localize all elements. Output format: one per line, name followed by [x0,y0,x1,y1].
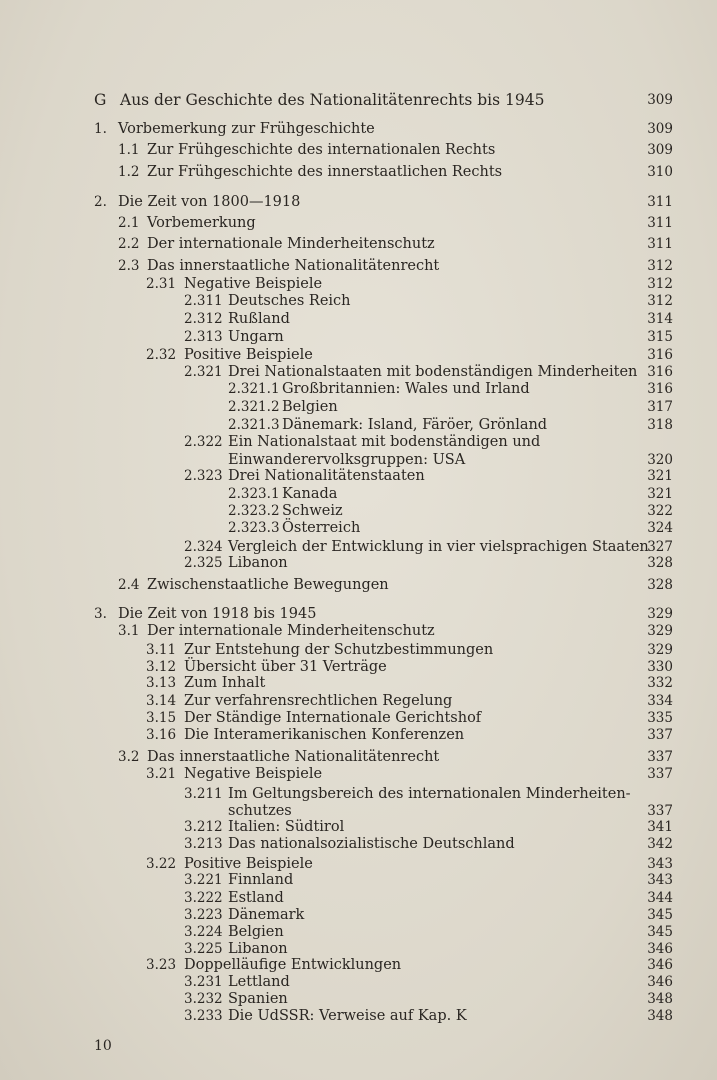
toc-entry [0,673,717,693]
toc-entry-title: Dänemark: Island, Färöer, Grönland [282,417,548,433]
toc-entry-number: 1.2 [118,164,140,180]
toc-entry-title: Zum Inhalt [184,675,266,691]
toc-entry-title: Die UdSSR: Verweise auf Kap. K [228,1008,467,1024]
chapter-letter: G [94,91,107,109]
toc-entry-number: 3.13 [146,675,177,691]
toc-entry-number: 2.2 [118,236,140,252]
toc-entry-number: 3.211 [184,786,223,802]
toc-entry [0,575,717,595]
toc-entry-title: Zur Entstehung der Schutzbestimmungen [184,642,494,658]
toc-entry-title: Der internationale Minderheitenschutz [147,623,435,639]
toc-entry-number: 2.321 [184,364,223,380]
toc-entry-title: Italien: Südtirol [228,819,345,835]
toc-entry-title: Ein Nationalstaat mit bodenständigen und [228,434,541,450]
toc-entry-number: 2.324 [184,539,223,555]
toc-entry-page: 332 [647,675,673,691]
toc-entry-number: 3.224 [184,924,223,940]
toc-entry-title: Rußland [228,311,290,327]
toc-entry-number: 1. [94,121,107,137]
toc-entry-number: 3.14 [146,693,177,709]
toc-entry-title: Doppelläufige Entwicklungen [184,957,402,973]
toc-entry-number: 3.212 [184,819,223,835]
toc-entry-page: 337 [647,727,673,743]
toc-entry-page: 320 [647,452,673,468]
toc-entry-title: Belgien [282,399,338,415]
toc-entry-page: 329 [647,642,673,658]
toc-entry [0,140,717,160]
toc-entry-number: 3.223 [184,907,223,923]
toc-entry-number: 2.321.3 [228,417,280,433]
toc-entry-page: 309 [647,121,673,137]
chapter-heading [0,90,717,110]
toc-entry-page: 311 [647,236,673,252]
toc-entry [0,234,717,254]
toc-entry-title: Lettland [228,974,290,990]
toc-entry-page: 343 [647,856,673,872]
toc-entry-title: Negative Beispiele [184,766,323,782]
toc-entry-title: Positive Beispiele [184,347,313,363]
toc-entry-number: 2.325 [184,555,223,571]
toc-entry-page: 328 [647,577,673,593]
toc-entry [0,327,717,347]
toc-entry-page: 314 [647,311,673,327]
toc-entry [0,764,717,784]
toc-entry-title: Negative Beispiele [184,276,323,292]
toc-entry [0,518,717,538]
toc-entry-number: 3.213 [184,836,223,852]
toc-entry-number: 3.12 [146,659,177,675]
toc-entry-title: Positive Beispiele [184,856,313,872]
toc-entry-title: Übersicht über 31 Verträge [184,659,387,675]
toc-entry-title: Belgien [228,924,284,940]
toc-entry-page: 316 [647,364,673,380]
toc-entry-number: 2.311 [184,293,223,309]
toc-entry-number: 3.11 [146,642,177,658]
toc-entry-page: 344 [647,890,673,906]
toc-entry [0,621,717,641]
toc-entry-title: Drei Nationalstaaten mit bodenständigen Minderheiten [228,364,638,380]
toc-entry [0,1006,717,1026]
toc-entry-title: Österreich [282,520,361,536]
toc-entry-page: 312 [647,276,673,292]
toc-entry [0,725,717,745]
chapter-title: Aus der Geschichte des Nationalitätenrechts bis 1945 [120,91,545,109]
toc-entry-page: 345 [647,924,673,940]
toc-entry-page: 346 [647,974,673,990]
toc-entry-number: 2.32 [146,347,177,363]
toc-entry-page: 321 [647,468,673,484]
toc-entry [0,379,717,399]
toc-entry-title: Vorbemerkung zur Frühgeschichte [118,121,375,137]
toc-entry-title: Dänemark [228,907,305,923]
toc-entry-number: 3.15 [146,710,177,726]
toc-entry-title: Vorbemerkung [147,215,256,231]
toc-entry-page: 312 [647,258,673,274]
toc-entry-title: Libanon [228,555,288,571]
toc-entry-title: Libanon [228,941,288,957]
toc-entry-page: 335 [647,710,673,726]
toc-entry-title: Die Interamerikanischen Konferenzen [184,727,465,743]
toc-entry-page: 309 [647,142,673,158]
toc-entry [0,432,717,452]
toc-entry-page: 321 [647,486,673,502]
toc-entry-page: 329 [647,623,673,639]
toc-entry-page: 311 [647,194,673,210]
toc-entry-page: 315 [647,329,673,345]
toc-entry-number: 3. [94,606,107,622]
toc-entry-page: 329 [647,606,673,622]
toc-entry-page: 337 [647,803,673,819]
toc-entry-page: 346 [647,957,673,973]
toc-entry-title: Das innerstaatliche Nationalitätenrecht [147,749,440,765]
toc-entry-title: Großbritannien: Wales und Irland [282,381,530,397]
toc-entry-number: 3.225 [184,941,223,957]
toc-entry-page: 348 [647,991,673,1007]
toc-entry-title: Der internationale Minderheitenschutz [147,236,435,252]
toc-entry-page: 337 [647,766,673,782]
toc-entry-number: 3.1 [118,623,140,639]
toc-entry-page: 316 [647,347,673,363]
toc-entry-number: 3.233 [184,1008,223,1024]
toc-entry-title: Zur Frühgeschichte des innerstaatlichen Rechts [147,164,503,180]
toc-entry [0,162,717,182]
toc-entry-number: 2.312 [184,311,223,327]
toc-entry-number: 2.4 [118,577,140,593]
toc-entry-title: Drei Nationalitätenstaaten [228,468,425,484]
toc-entry-page: 327 [647,539,673,555]
toc-entry-title: Kanada [282,486,338,502]
toc-entry [0,870,717,890]
toc-entry-title: Der Ständige Internationale Gerichtshof [184,710,482,726]
toc-entry-number: 2.323 [184,468,223,484]
toc-entry-number: 3.16 [146,727,177,743]
toc-entry-title: schutzes [228,803,292,819]
toc-entry-number: 2.323.3 [228,520,280,536]
toc-entry-number: 2.31 [146,276,177,292]
toc-entry-page: 322 [647,503,673,519]
toc-entry-page: 317 [647,399,673,415]
toc-entry-title: Das nationalsozialistische Deutschland [228,836,515,852]
toc-entry-page: 328 [647,555,673,571]
toc-entry-page: 312 [647,293,673,309]
toc-entry [0,466,717,486]
toc-entry-page: 348 [647,1008,673,1024]
toc-entry-number: 2.323.2 [228,503,280,519]
toc-entry-title: Deutsches Reich [228,293,351,309]
toc-entry-page: 316 [647,381,673,397]
toc-entry-number: 3.222 [184,890,223,906]
toc-entry-number: 3.231 [184,974,223,990]
toc-entry [0,397,717,417]
toc-entry-title: Im Geltungsbereich des internationalen Minderheiten- [228,786,631,802]
toc-entry-number: 3.221 [184,872,223,888]
toc-entry [0,213,717,233]
toc-entry-page: 334 [647,693,673,709]
toc-entry-number: 3.22 [146,856,177,872]
toc-entry [0,309,717,329]
toc-entry [0,119,717,139]
toc-entry [0,553,717,573]
toc-entry [0,256,717,276]
toc-entry-title: Das innerstaatliche Nationalitätenrecht [147,258,440,274]
toc-entry-number: 2. [94,194,107,210]
toc-entry-number: 3.21 [146,766,177,782]
toc-entry-number: 3.23 [146,957,177,973]
toc-entry-title: Estland [228,890,284,906]
toc-entry-page: 345 [647,907,673,923]
toc-entry-page: 341 [647,819,673,835]
toc-entry-title: Ungarn [228,329,284,345]
toc-entry-title: Einwanderervolksgruppen: USA [228,452,466,468]
toc-entry-page: 330 [647,659,673,675]
toc-entry-number: 2.322 [184,434,223,450]
toc-entry [0,192,717,212]
page-number: 10 [94,1038,112,1054]
toc-entry [0,291,717,311]
toc-entry-title: Zur verfahrensrechtlichen Regelung [184,693,453,709]
toc-entry-page: 342 [647,836,673,852]
chapter-page: 309 [647,92,673,108]
toc-entry-number: 2.321.1 [228,381,280,397]
toc-entry-number: 2.323.1 [228,486,280,502]
toc-entry-number: 1.1 [118,142,140,158]
toc-entry-number: 2.1 [118,215,140,231]
toc-entry-title: Zur Frühgeschichte des internationalen Rechts [147,142,496,158]
toc-entry-title: Finnland [228,872,294,888]
toc-entry-title: Spanien [228,991,288,1007]
toc-entry-number: 3.2 [118,749,140,765]
toc-entry-title: Vergleich der Entwicklung in vier vielsprachigen Staaten [228,539,649,555]
toc-entry-number: 2.321.2 [228,399,280,415]
toc-entry [0,834,717,854]
toc-entry-title: Die Zeit von 1800—1918 [118,194,301,210]
toc-entry-number: 2.3 [118,258,140,274]
toc-entry-page: 324 [647,520,673,536]
toc-entry-page: 337 [647,749,673,765]
toc-entry-number: 2.313 [184,329,223,345]
toc-entry-page: 318 [647,417,673,433]
toc-entry-title: Die Zeit von 1918 bis 1945 [118,606,317,622]
toc-entry-page: 311 [647,215,673,231]
toc-entry-page: 343 [647,872,673,888]
toc-entry-number: 3.232 [184,991,223,1007]
toc-entry-title: Zwischenstaatliche Bewegungen [147,577,389,593]
toc-entry-page: 310 [647,164,673,180]
toc-entry-page: 346 [647,941,673,957]
toc-entry-title: Schweiz [282,503,343,519]
